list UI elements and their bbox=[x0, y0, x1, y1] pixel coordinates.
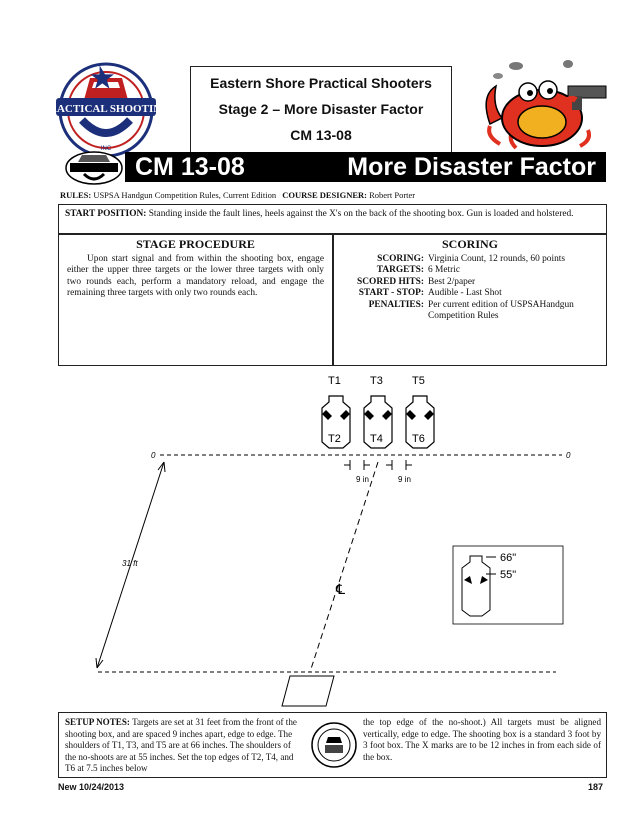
spacing-marker bbox=[344, 460, 412, 470]
start-position-text: Standing inside the fault lines, heels against the X's on the back of the shooting box. Gun is loaded and holstered. bbox=[148, 209, 574, 219]
scoring-row: SCORED HITS: Best 2/paper bbox=[357, 276, 476, 287]
setup-notes-left bbox=[65, 717, 301, 775]
centerline bbox=[310, 462, 378, 672]
banner-title: More Disaster Factor bbox=[347, 153, 596, 181]
rules-line bbox=[60, 190, 415, 200]
club-name: Eastern Shore Practical Shooters bbox=[210, 75, 432, 91]
setup-notes-right-text: the top edge of the no-shoot.) All targets must be aligned vertically, edge to edge. The shooting box is a standard 3 foot by 3 foot box. The X marks are to be 12 inches in from each side of the box. bbox=[363, 717, 601, 762]
mascot-illustration bbox=[476, 56, 612, 152]
scoring-row: PENALTIES: Per current edition of USPSAHandgun Competition Rules bbox=[368, 299, 574, 321]
scoring-box bbox=[333, 234, 607, 366]
stage-header-box bbox=[190, 66, 452, 160]
centerline-symbol: ℄ bbox=[336, 582, 345, 598]
rules-value: USPSA Handgun Competition Rules, Current Edition bbox=[93, 190, 277, 200]
svg-text:PRACTICAL SHOOTING: PRACTICAL SHOOTING bbox=[42, 103, 170, 115]
target-label-t2: T2 bbox=[328, 433, 341, 445]
spacing-label-2: 9 in bbox=[398, 475, 411, 484]
distance-label: 31 ft bbox=[122, 559, 138, 568]
height-66-label: 66" bbox=[500, 552, 517, 564]
scoring-row: TARGETS: 6 Metric bbox=[376, 265, 461, 275]
height-55-label: 55" bbox=[500, 569, 517, 581]
stage-procedure-box bbox=[58, 234, 333, 366]
target-label-t4: T4 bbox=[370, 433, 383, 445]
stage-banner bbox=[125, 152, 606, 182]
designer-value: Robert Porter bbox=[369, 190, 416, 200]
scoring-row: SCORING: Virginia Count, 12 rounds, 60 points bbox=[377, 253, 566, 264]
page-number: 187 bbox=[588, 782, 604, 792]
setup-notes-box bbox=[58, 712, 607, 778]
scoring-heading: SCORING bbox=[441, 237, 498, 251]
banner-code: CM 13-08 bbox=[135, 153, 245, 181]
rules-label: RULES: bbox=[60, 190, 92, 200]
setup-notes-left-text: Targets are set at 31 feet from the front of the shooting box, and are spaced 9 inches apart, edge to edge. The shoulders of T1, T3, and T5 are at 66 inches. The shoulders of the no-shoots are at 55 inches. Set the top edges of T2, T4, and T6 at 7.5 inches below bbox=[65, 717, 297, 774]
start-position-label: START POSITION: bbox=[65, 209, 147, 219]
target-label-t5: T5 bbox=[412, 375, 425, 387]
stage-procedure-heading: STAGE PROCEDURE bbox=[136, 237, 255, 251]
scoring-row: START - STOP: Audible - Last Shot bbox=[358, 288, 502, 298]
shooting-box bbox=[282, 676, 334, 706]
stage-code: CM 13-08 bbox=[290, 127, 352, 143]
svg-text:INC: INC bbox=[100, 146, 112, 152]
target-label-t6: T6 bbox=[412, 433, 425, 445]
spacing-label-1: 9 in bbox=[356, 475, 369, 484]
footer-date: New 10/24/2013 bbox=[58, 782, 125, 792]
zero-right: 0 bbox=[566, 451, 571, 460]
designer-label: COURSE DESIGNER: bbox=[282, 190, 367, 200]
target-label-t3: T3 bbox=[370, 375, 383, 387]
stage-diagram bbox=[0, 366, 638, 712]
stage-procedure-text: Upon start signal and from within the shooting box, engage either the upper three targets or the lower three targets with only two rounds each, perform a mandatory reload, and engage the remaining three targets with only two rounds each. bbox=[67, 253, 324, 298]
start-position-box bbox=[58, 204, 607, 234]
target-label-t1: T1 bbox=[328, 375, 341, 387]
setup-notes-label: SETUP NOTES: bbox=[65, 717, 130, 727]
uspsa-seal bbox=[310, 721, 358, 769]
stage-title: Stage 2 – More Disaster Factor bbox=[218, 101, 424, 117]
uspsa-logo bbox=[42, 60, 170, 162]
uspsa-small-seal bbox=[64, 150, 124, 186]
zero-left: 0 bbox=[151, 451, 156, 460]
